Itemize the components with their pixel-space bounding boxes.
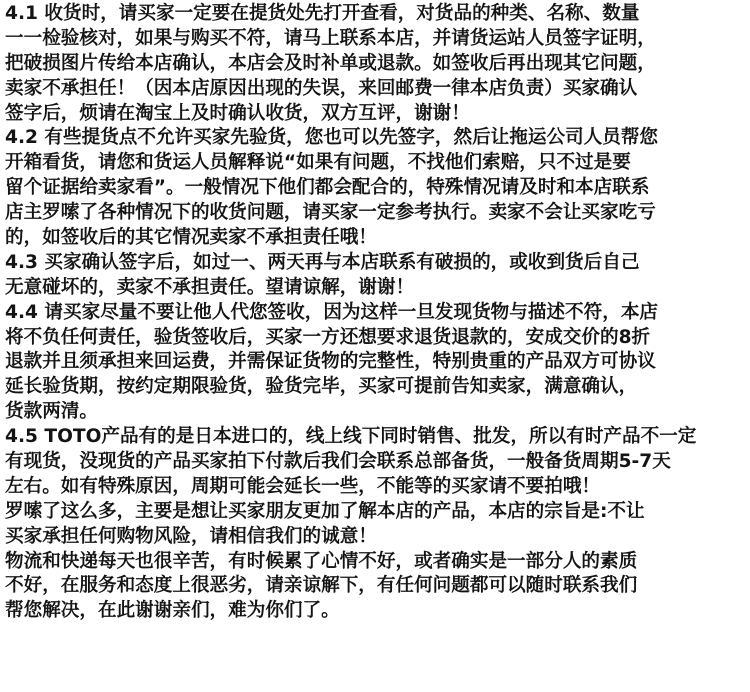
- text-line: 货款两清。: [5, 401, 98, 423]
- text-line: 物流和快递每天也很辛苦，有时候累了心情不好，或者确实是一部分人的素质: [5, 550, 638, 572]
- text-line: 有现货，没现货的产品买家拍下付款后我们会联系总部备货，一般备货周期5-7天: [5, 451, 671, 473]
- text-line: 的，如签收后的其它情况卖家不承担责任哦！: [5, 227, 377, 249]
- text-line: 4.1 收货时，请买家一定要在提货处先打开查看，对货品的种类、名称、数量: [5, 3, 640, 24]
- text-line: 退款并且须承担来回运费，并需保证货物的完整性，特别贵重的产品双方可协议: [5, 351, 656, 373]
- text-line: 延长验货期，按约定期限验货，验货完毕，买家可提前告知卖家，满意确认，: [5, 376, 638, 398]
- text-line: 把破损图片传给本店确认，本店会及时补单或退款。如签收后再出现其它问题，: [5, 52, 656, 74]
- text-line: 4.3 买家确认签字后，如过一、两天再与本店联系有破损的，或收到货后自己: [5, 251, 640, 273]
- text-line: 店主罗嗦了各种情况下的收货问题，请买家一定参考执行。卖家不会让买家吃亏: [5, 202, 656, 224]
- text-line: 卖家不承担任！（因本店原因出现的失误，来回邮费一律本店负责）买家确认: [5, 77, 638, 99]
- text-line: 4.4 请买家尽量不要让他人代您签收，因为这样一旦发现货物与描述不符，本店: [5, 301, 659, 323]
- text-line: 罗嗦了这么多，主要是想让买家朋友更加了解本店的产品，本店的宗旨是:不让: [5, 500, 645, 522]
- text-line: 4.2 有些提货点不允许买家先验货，您也可以先签字，然后让拖运公司人员帮您: [5, 127, 659, 149]
- text-line: 留个证据给卖家看”。一般情况下他们都会配合的，特殊情况请及时和本店联系: [5, 177, 650, 199]
- text-line: 将不负任何责任，验货签收后，买家一方还想要求退货退款的，安成交价的8折: [5, 326, 651, 348]
- text-line: 左右。如有特殊原因，周期可能会延长一些，不能等的买家请不要拍哦！: [5, 475, 601, 497]
- text-line: 买家承担任何购物风险，请相信我们的诚意！: [5, 525, 377, 547]
- text-line: 不好，在服务和态度上很恶劣，请亲谅解下，有任何问题都可以随时联系我们: [5, 575, 638, 597]
- text-line: 无意碰坏的，卖家不承担责任。望请谅解，谢谢！: [5, 276, 415, 298]
- text-line: 签字后，烦请在淘宝上及时确认收货，双方互评，谢谢！: [5, 102, 470, 124]
- text-line: 一一检验核对，如果与购买不符，请马上联系本店，并请货运站人员签字证明，: [5, 27, 656, 49]
- text-line: 开箱看货，请您和货运人员解释说“如果有问题，不找他们索赔，只不过是要: [5, 152, 631, 174]
- text-line: 帮您解决，在此谢谢亲们，难为你们了。: [5, 600, 340, 622]
- text-line: 4.5 TOTO产品有的是日本进口的，线上线下同时销售、批发，所以有时产品不一定: [5, 426, 697, 448]
